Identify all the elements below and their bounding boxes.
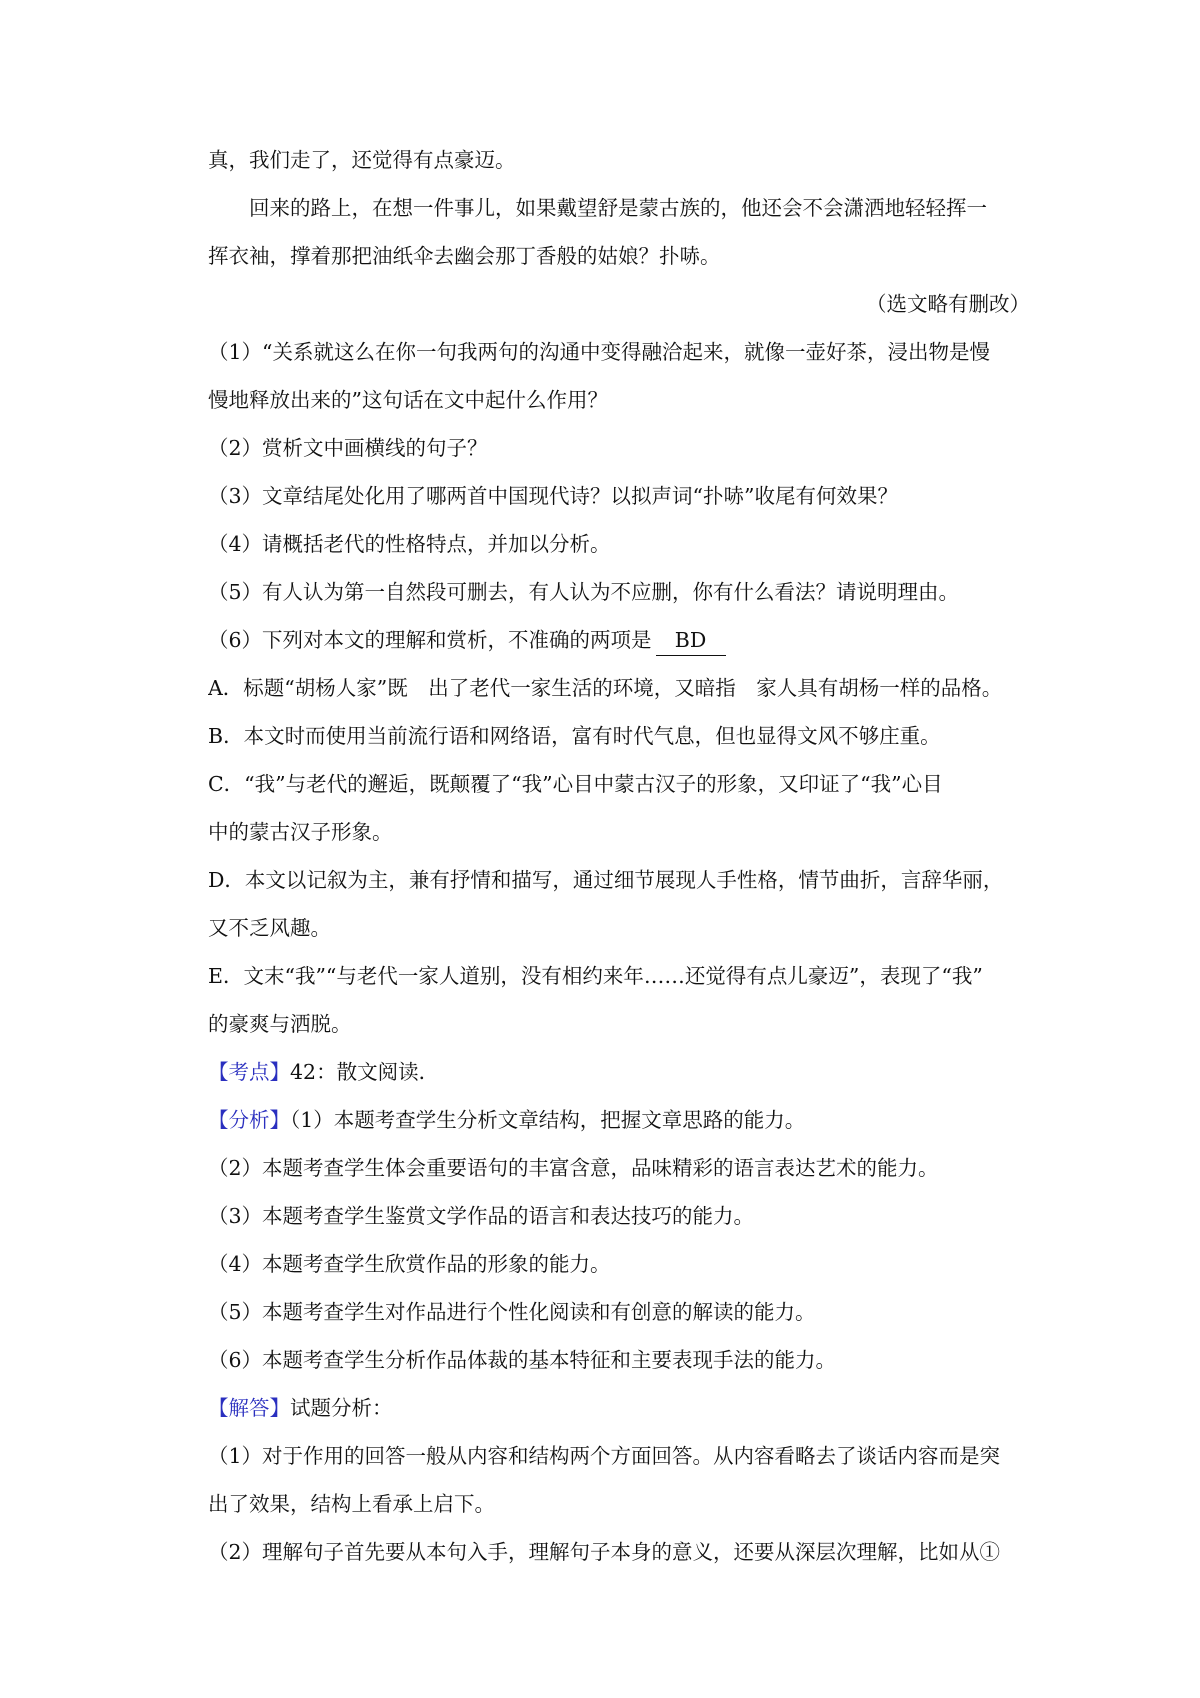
kaodian-line — [208, 1057, 1028, 1087]
option-c: C．“我”与老代的邂逅，既颠覆了“我”心目中蒙古汉子的形象，又印证了“我”心目 — [208, 772, 943, 796]
option-b: B．本文时而使用当前流行语和网络语，富有时代气息，但也显得文风不够庄重。 — [208, 724, 941, 748]
option-c-cont: 中的蒙古汉子形象。 — [208, 820, 393, 844]
question-1-cont: 慢地释放出来的”这句话在文中起什么作用？ — [208, 388, 608, 412]
fenxi-item: （4）本题考查学生欣赏作品的形象的能力。 — [208, 1252, 611, 1276]
answer-blank: BD — [656, 625, 726, 656]
fenxi-item: （2）本题考查学生体会重要语句的丰富含意，品味精彩的语言表达艺术的能力。 — [208, 1156, 939, 1180]
question-6 — [208, 625, 1028, 656]
option-d: D．本文以记叙为主，兼有抒情和描写，通过细节展现人手性格，情节曲折，言辞华丽， — [208, 868, 1004, 892]
jieda-line — [208, 1393, 1028, 1423]
question-3: （3）文章结尾处化用了哪两首中国现代诗？以拟声词“扑哧”收尾有何效果？ — [208, 484, 899, 508]
question-6-text: （6）下列对本文的理解和赏析，不准确的两项是 — [208, 628, 652, 652]
fenxi-tag: 【分析】 — [208, 1108, 290, 1132]
fenxi-item: （1）本题考查学生分析文章结构，把握文章思路的能力。 — [290, 1108, 806, 1132]
option-e: E．文末“我”“与老代一家人道别，没有相约来年……还觉得有点儿豪迈”，表现了“我” — [208, 964, 983, 988]
question-1: （1）“关系就这么在你一句我两句的沟通中变得融洽起来，就像一壶好茶，浸出物是慢 — [208, 340, 991, 364]
fenxi-item: （6）本题考查学生分析作品体裁的基本特征和主要表现手法的能力。 — [208, 1348, 837, 1372]
jieda-intro: 试题分析： — [290, 1396, 393, 1420]
passage-paragraph-line: 挥衣袖，撑着那把油纸伞去幽会那丁香般的姑娘？扑哧。 — [208, 244, 721, 268]
jieda-tag: 【解答】 — [208, 1396, 290, 1420]
source-note: （选文略有删改） — [866, 292, 1030, 316]
option-d-cont: 又不乏风趣。 — [208, 916, 331, 940]
question-5: （5）有人认为第一自然段可删去，有人认为不应删，你有什么看法？请说明理由。 — [208, 580, 960, 604]
kaodian-text: 42：散文阅读． — [290, 1060, 440, 1084]
passage-paragraph-line: 回来的路上，在想一件事儿，如果戴望舒是蒙古族的，他还会不会潇洒地轻轻挥一 — [208, 196, 987, 220]
answer-1-cont: 出了效果，结构上看承上启下。 — [208, 1492, 495, 1516]
question-2: （2）赏析文中画横线的句子？ — [208, 436, 488, 460]
kaodian-tag: 【考点】 — [208, 1060, 290, 1084]
fenxi-item: （5）本题考查学生对作品进行个性化阅读和有创意的解读的能力。 — [208, 1300, 816, 1324]
fenxi-line — [208, 1105, 1028, 1135]
answer-1: （1）对于作用的回答一般从内容和结构两个方面回答。从内容看略去了谈话内容而是突 — [208, 1444, 1001, 1468]
fenxi-item: （3）本题考查学生鉴赏文学作品的语言和表达技巧的能力。 — [208, 1204, 755, 1228]
option-a: A．标题“胡杨人家”既 出了老代一家生活的环境，又暗指 家人具有胡杨一样的品格。 — [208, 676, 1003, 700]
question-4: （4）请概括老代的性格特点，并加以分析。 — [208, 532, 611, 556]
option-e-cont: 的豪爽与洒脱。 — [208, 1012, 352, 1036]
passage-tail: 真，我们走了，还觉得有点豪迈。 — [208, 148, 516, 172]
answer-2: （2）理解句子首先要从本句入手，理解句子本身的意义，还要从深层次理解，比如从① — [208, 1540, 1001, 1564]
